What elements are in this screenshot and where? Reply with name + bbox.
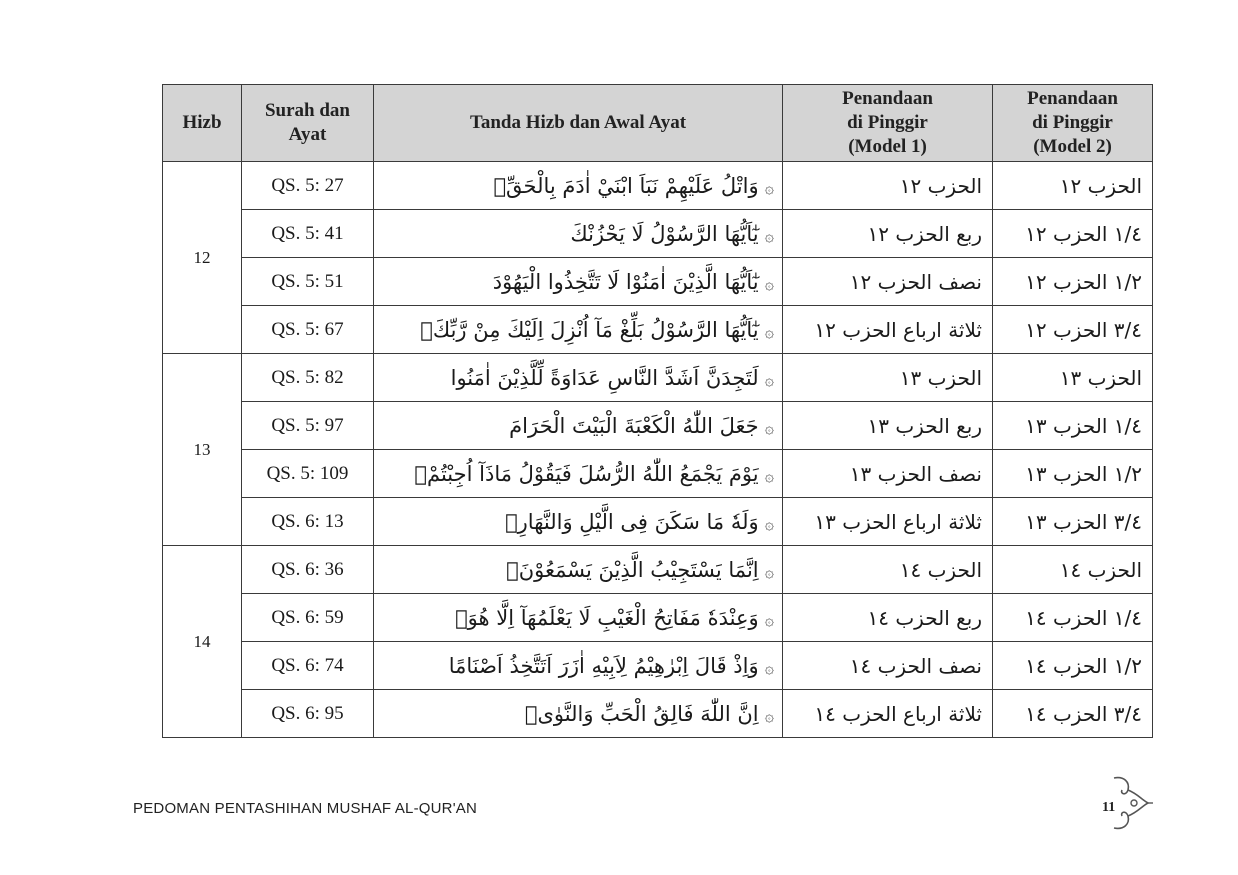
verse-text: يٰٓاَيُّهَا الرَّسُوْلُ لَا يَحْزُنْكَ (570, 221, 759, 246)
margin-mark-model-1: ربع الحزب ١٤ (783, 594, 993, 642)
verse-cell (374, 450, 783, 498)
hizb-marker-icon: ۞ (764, 657, 774, 677)
table-row (163, 546, 1153, 594)
table-row (163, 690, 1153, 738)
header-m1-line1: Penandaan (842, 88, 933, 109)
margin-mark-model-1: نصف الحزب ١٤ (783, 642, 993, 690)
verse-cell (374, 402, 783, 450)
table-row (163, 402, 1153, 450)
verse-cell (374, 306, 783, 354)
margin-mark-model-1: الحزب ١٢ (783, 162, 993, 210)
header-m2-line2: di Pinggir (1032, 112, 1113, 133)
margin-mark-model-2: ٣/٤ الحزب ١٤ (993, 690, 1153, 738)
surah-ayat-ref: QS. 5: 27 (242, 162, 374, 210)
table-row (163, 450, 1153, 498)
hizb-table (162, 84, 1153, 738)
header-model-2 (993, 85, 1153, 162)
verse-cell (374, 594, 783, 642)
header-m2-line1: Penandaan (1027, 88, 1118, 109)
hizb-marker-icon: ۞ (764, 321, 774, 341)
header-surah-line1: Surah dan (264, 100, 351, 121)
page-number: 11 (1102, 800, 1116, 815)
margin-mark-model-1: ربع الحزب ١٢ (783, 210, 993, 258)
surah-ayat-ref: QS. 5: 51 (242, 258, 374, 306)
surah-ayat-ref: QS. 5: 109 (242, 450, 374, 498)
surah-ayat-ref: QS. 6: 13 (242, 498, 374, 546)
verse-cell (374, 210, 783, 258)
margin-mark-model-2: الحزب ١٤ (993, 546, 1153, 594)
hizb-marker-icon: ۞ (764, 513, 774, 533)
verse-cell (374, 642, 783, 690)
header-tanda-hizb: Tanda Hizb dan Awal Ayat (374, 85, 783, 162)
surah-ayat-ref: QS. 5: 97 (242, 402, 374, 450)
surah-ayat-ref: QS. 6: 59 (242, 594, 374, 642)
footer-title: PEDOMAN PENTASHIHAN MUSHAF AL-QUR'AN (133, 800, 477, 817)
margin-mark-model-1: ثلاثة ارباع الحزب ١٢ (783, 306, 993, 354)
table-row (163, 642, 1153, 690)
table-row (163, 354, 1153, 402)
hizb-marker-icon: ۞ (764, 225, 774, 245)
surah-ayat-ref: QS. 6: 74 (242, 642, 374, 690)
verse-text: جَعَلَ اللّٰهُ الْكَعْبَةَ الْبَيْتَ الْحَرَامَ (509, 413, 759, 438)
verse-text: اِنَّمَا يَسْتَجِيْبُ الَّذِيْنَ يَسْمَعُوْنَۗ (506, 557, 759, 582)
margin-mark-model-1: ثلاثة ارباع الحزب ١٣ (783, 498, 993, 546)
margin-mark-model-2: ٣/٤ الحزب ١٢ (993, 306, 1153, 354)
verse-cell (374, 546, 783, 594)
hizb-marker-icon: ۞ (764, 609, 774, 629)
verse-cell (374, 498, 783, 546)
hizb-number: 12 (163, 162, 242, 354)
margin-mark-model-1: ربع الحزب ١٣ (783, 402, 993, 450)
hizb-marker-icon: ۞ (764, 561, 774, 581)
verse-text: يٰٓاَيُّهَا الَّذِيْنَ اٰمَنُوْا لَا تَتَّخِذُوا الْيَهُوْدَ (492, 269, 759, 294)
margin-mark-model-2: ١/٢ الحزب ١٢ (993, 258, 1153, 306)
margin-mark-model-2: ٣/٤ الحزب ١٣ (993, 498, 1153, 546)
hizb-marker-icon: ۞ (764, 369, 774, 389)
hizb-marker-icon: ۞ (764, 177, 774, 197)
verse-text: وَاِذْ قَالَ اِبْرٰهِيْمُ لِاَبِيْهِ اٰزَرَ اَتَتَّخِذُ اَصْنَامًا (448, 653, 759, 678)
hizb-marker-icon: ۞ (764, 273, 774, 293)
margin-mark-model-2: ١/٢ الحزب ١٣ (993, 450, 1153, 498)
header-m2-line3: (Model 2) (1033, 136, 1112, 157)
header-hizb: Hizb (163, 85, 242, 162)
margin-mark-model-1: ثلاثة ارباع الحزب ١٤ (783, 690, 993, 738)
verse-text: وَلَهٗ مَا سَكَنَ فِى الَّيْلِ وَالنَّهَارِۗ (505, 509, 759, 534)
header-row (163, 85, 1153, 162)
verse-text: يٰٓاَيُّهَا الرَّسُوْلُ بَلِّغْ مَآ اُنْزِلَ اِلَيْكَ مِنْ رَّبِّكَۗ (420, 317, 759, 342)
margin-mark-model-2: الحزب ١٢ (993, 162, 1153, 210)
hizb-marker-icon: ۞ (764, 465, 774, 485)
margin-mark-model-2: ١/٤ الحزب ١٤ (993, 594, 1153, 642)
verse-text: يَوْمَ يَجْمَعُ اللّٰهُ الرُّسُلَ فَيَقُوْلُ مَاذَآ اُجِبْتُمْۗ (414, 461, 759, 486)
table-row (163, 210, 1153, 258)
verse-cell (374, 690, 783, 738)
hizb-number: 14 (163, 546, 242, 738)
margin-mark-model-1: الحزب ١٣ (783, 354, 993, 402)
surah-ayat-ref: QS. 5: 41 (242, 210, 374, 258)
surah-ayat-ref: QS. 6: 95 (242, 690, 374, 738)
header-model-1 (783, 85, 993, 162)
header-m1-line2: di Pinggir (847, 112, 928, 133)
margin-mark-model-1: الحزب ١٤ (783, 546, 993, 594)
verse-text: وَعِنْدَهٗ مَفَاتِحُ الْغَيْبِ لَا يَعْلَمُهَآ اِلَّا هُوَۗ (455, 605, 759, 630)
margin-mark-model-2: ١/٤ الحزب ١٣ (993, 402, 1153, 450)
header-surah-ayat (242, 85, 374, 162)
table-body (163, 162, 1153, 738)
verse-cell (374, 354, 783, 402)
hizb-number: 13 (163, 354, 242, 546)
table-row (163, 258, 1153, 306)
page-ornament-icon (1108, 772, 1154, 834)
hizb-marker-icon: ۞ (764, 417, 774, 437)
header-m1-line3: (Model 1) (848, 136, 927, 157)
margin-mark-model-2: ١/٢ الحزب ١٤ (993, 642, 1153, 690)
table-row (163, 498, 1153, 546)
surah-ayat-ref: QS. 5: 82 (242, 354, 374, 402)
surah-ayat-ref: QS. 6: 36 (242, 546, 374, 594)
margin-mark-model-2: الحزب ١٣ (993, 354, 1153, 402)
verse-text: لَتَجِدَنَّ اَشَدَّ النَّاسِ عَدَاوَةً لِّلَّذِيْنَ اٰمَنُوا (450, 365, 759, 390)
table-row (163, 162, 1153, 210)
margin-mark-model-1: نصف الحزب ١٣ (783, 450, 993, 498)
verse-text: اِنَّ اللّٰهَ فَالِقُ الْحَبِّ وَالنَّوٰىۗ (524, 701, 759, 726)
verse-cell (374, 162, 783, 210)
table-row (163, 594, 1153, 642)
header-surah-line2: Ayat (288, 124, 327, 145)
table-row (163, 306, 1153, 354)
verse-text: وَاتْلُ عَلَيْهِمْ نَبَاَ ابْنَيْ اٰدَمَ بِالْحَقِّۘ (493, 173, 759, 198)
surah-ayat-ref: QS. 5: 67 (242, 306, 374, 354)
verse-cell (374, 258, 783, 306)
margin-mark-model-2: ١/٤ الحزب ١٢ (993, 210, 1153, 258)
hizb-marker-icon: ۞ (764, 705, 774, 725)
margin-mark-model-1: نصف الحزب ١٢ (783, 258, 993, 306)
